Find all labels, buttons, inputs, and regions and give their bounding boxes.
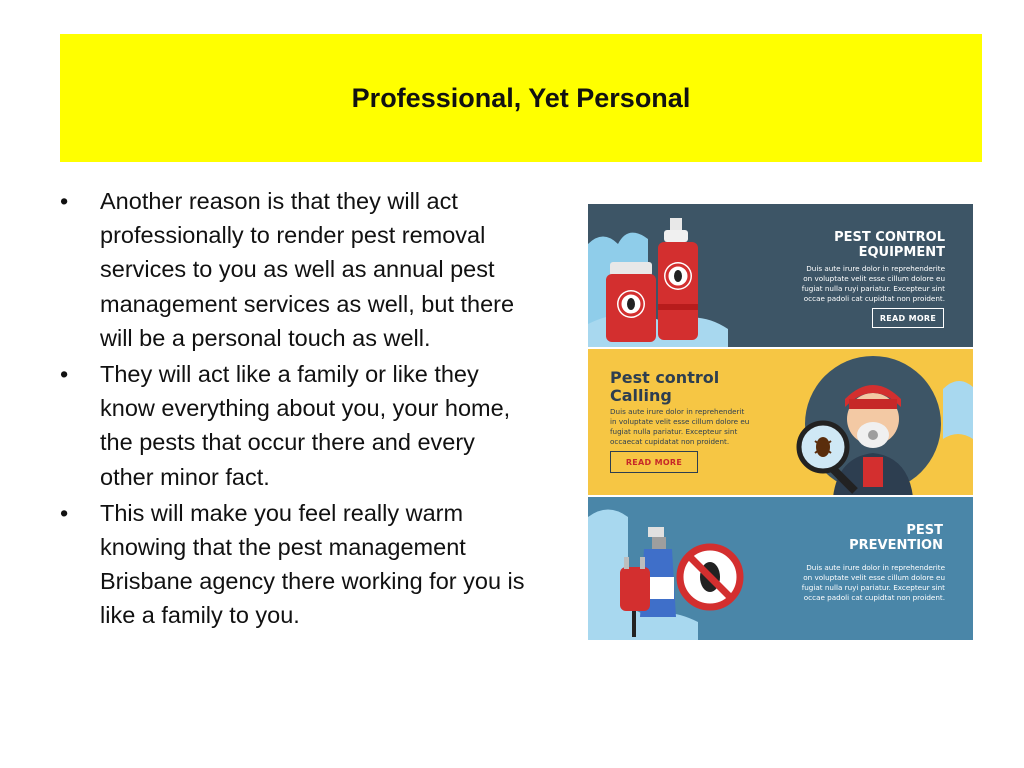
read-more-button[interactable]: READ MORE (872, 308, 944, 328)
bullet-text: They will act like a family or like they know everything about you, your home, the pests that occur there and every other minor fact. (100, 361, 511, 490)
bullet-marker: • (60, 188, 69, 214)
text-line: fugiat nulla ruyi pariatur. Excepteur sint (801, 583, 945, 592)
heading-line: PEST (906, 523, 943, 538)
text-line: Duis aute irure dolor in reprehenderite (806, 563, 945, 572)
bullet-text: Another reason is that they will act professionally to render pest removal services to you as well as annual pest management services as well, but there will be a personal touch as well. (100, 188, 515, 351)
pest-control-infographic (588, 204, 973, 640)
bullet-marker: • (60, 499, 69, 526)
read-more-button[interactable]: READ MORE (610, 451, 698, 473)
panel-calling (588, 349, 973, 497)
heading-line: EQUIPMENT (858, 245, 945, 260)
panel-prevention (588, 497, 973, 640)
text-line: occaecat cupidatat non proident. (610, 437, 730, 446)
text-line: in voluptate velit esse cillum dolore eu (610, 417, 750, 426)
calling-heading (610, 369, 719, 405)
equipment-heading (834, 230, 945, 260)
heading-line: PREVENTION (849, 538, 943, 553)
heading-line: PEST CONTROL (834, 230, 945, 245)
bullet-item (60, 496, 530, 633)
text-line: fugiat nulla ruyi pariatur. Excepteur sint (801, 284, 945, 293)
title-banner (60, 34, 982, 162)
prevention-heading (849, 523, 943, 553)
bullet-marker: • (60, 361, 69, 388)
text-line: Duis aute irure dolor in reprehenderit (610, 407, 745, 416)
heading-line: Calling (610, 386, 672, 405)
text-line: occae padoli cat cupidtat non proident. (803, 294, 945, 303)
text-line: occae padoli cat cupidtat non proident. (803, 593, 945, 602)
calling-description (610, 407, 790, 447)
slide-title: Professional, Yet Personal (351, 82, 691, 113)
prevention-description (775, 563, 945, 603)
text-line: fugiat nulla pariatur. Excepteur sint (610, 427, 738, 436)
bullet-text: This will make you feel really warm knowing that the pest management Brisbane agency there working for you is like a family to you. (100, 499, 525, 629)
heading-line: Pest control (610, 368, 720, 387)
bullet-item (60, 184, 530, 355)
panel-equipment (588, 204, 973, 349)
bullet-list (60, 184, 530, 635)
bullet-item (60, 357, 530, 494)
text-line: on voluptate velit esse cillum dolore eu (803, 573, 945, 582)
text-line: Duis aute irure dolor in reprehenderite (806, 264, 945, 273)
prevention-illustration (588, 497, 758, 640)
spray-cans-illustration (588, 204, 758, 349)
exterminator-illustration (793, 349, 973, 497)
text-line: on voluptate velit esse cillum dolore eu (803, 274, 945, 283)
equipment-description (775, 264, 945, 304)
